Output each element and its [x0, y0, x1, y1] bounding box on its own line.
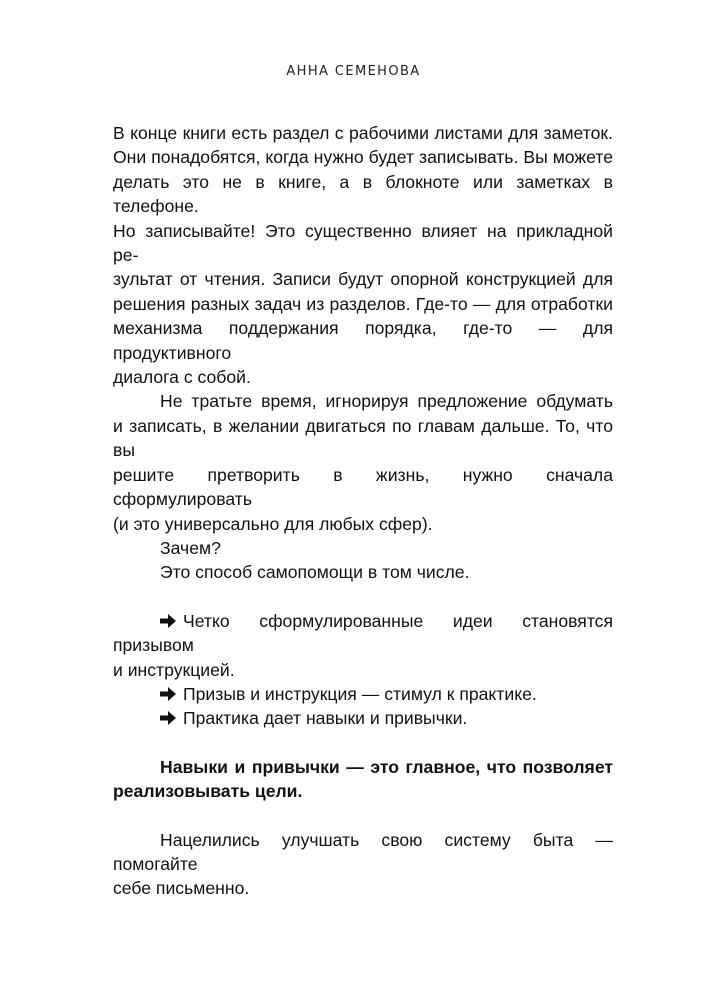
spacer [113, 804, 613, 828]
running-header: АННА СЕМЕНОВА [286, 64, 421, 79]
arrow-right-icon [160, 687, 176, 701]
paragraph-line: решения разных задач из разделов. Где-то — для отработки [113, 293, 613, 314]
spacer [113, 585, 613, 609]
paragraph-line: Но записывайте! Это существенно влияет на прикладной ре- [113, 220, 613, 266]
paragraph-line: (и это универсально для любых сфер). [113, 513, 433, 534]
paragraph-line: В конце книги есть раздел с рабочими листами для заметок. [113, 123, 613, 143]
emphasis-line: Навыки и привычки — это главное, что позволяет [160, 756, 613, 777]
bullet-item [113, 609, 613, 658]
question-line: Зачем? [160, 537, 221, 558]
paragraph-line: механизма поддержания порядка, где-то — для продуктивного [113, 318, 613, 363]
paragraph-line: и записать, в желании двигаться по главам дальше. То, что вы [113, 415, 613, 461]
answer-line: Это способ самопомощи в том числе. [160, 562, 470, 583]
emphasis-line: реализовывать цели. [113, 781, 303, 802]
spacer [113, 731, 613, 755]
bullet-item [113, 706, 613, 730]
arrow-right-icon [160, 614, 176, 628]
bullet-continuation: и инструкцией. [113, 659, 235, 680]
page-body [113, 121, 613, 901]
bullet-text: Практика дает навыки и привычки. [183, 708, 468, 729]
paragraph-line: Они понадобятся, когда нужно будет записывать. Вы можете [113, 147, 613, 168]
bullet-text: Четко сформулированные идеи становятся призывом [113, 610, 613, 656]
closing-line: себе письменно. [113, 878, 250, 899]
paragraph-line: делать это не в книге, а в блокноте или заметках в телефоне. [113, 171, 613, 217]
closing-line: Нацелились улучшать свою систему быта — помогайте [113, 829, 613, 874]
paragraph-line: зультат от чтения. Записи будут опорной конструкцией для [113, 269, 613, 290]
arrow-right-icon [160, 711, 176, 725]
bullet-text: Призыв и инструкция — стимул к практике. [183, 683, 537, 704]
paragraph-line: решите претворить в жизнь, нужно сначала сформулировать [113, 464, 613, 510]
paragraph-line: диалога с собой. [113, 367, 251, 388]
bullet-item [113, 682, 613, 706]
paragraph-line: Не тратьте время, игнорируя предложение обдумать [160, 391, 613, 412]
